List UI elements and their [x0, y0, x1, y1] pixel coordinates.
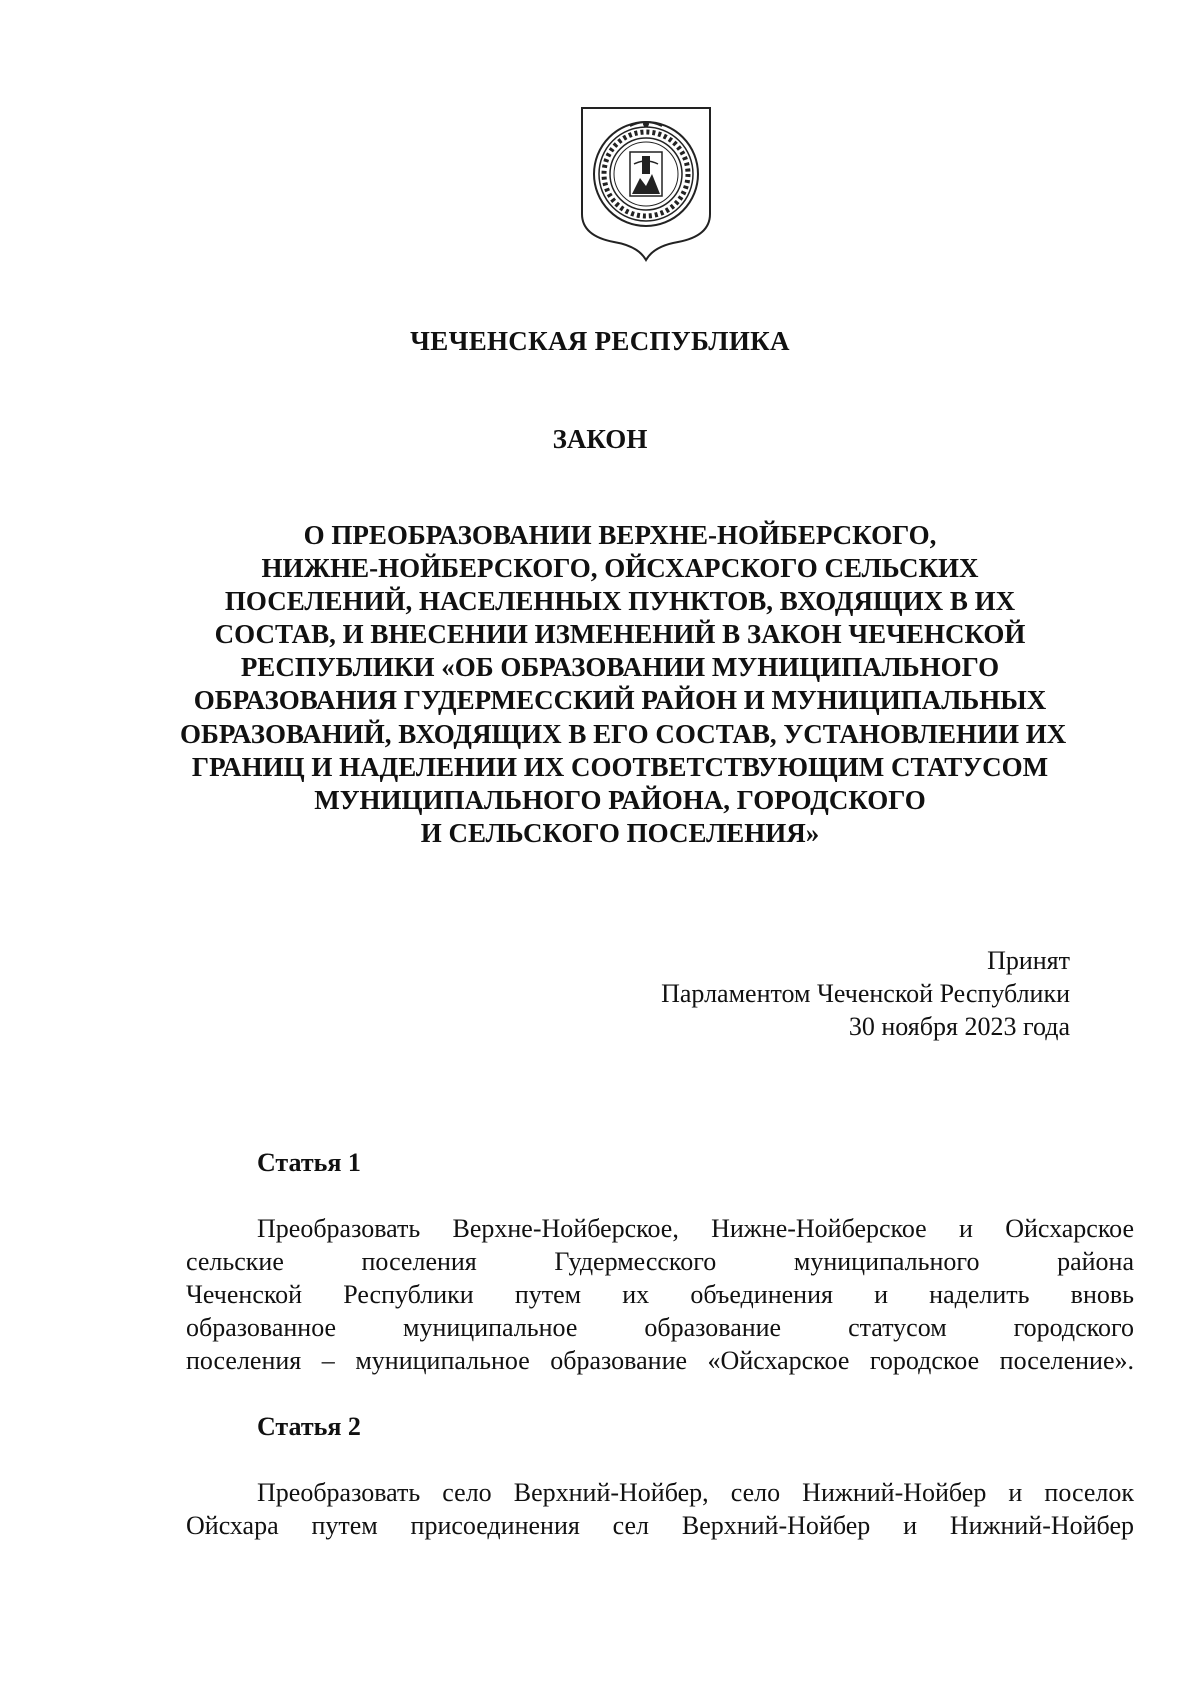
adoption-block — [661, 944, 1070, 1043]
republic-name: ЧЕЧЕНСКАЯ РЕСПУБЛИКА — [410, 326, 790, 356]
adoption-date: 30 ноября 2023 года — [848, 1012, 1070, 1041]
article-1-heading: Статья 1 — [257, 1148, 361, 1177]
law-title-line: ОБРАЗОВАНИЯ ГУДЕРМЕССКИЙ РАЙОН И МУНИЦИПАЛЬНЫХ — [193, 685, 1047, 716]
coat-of-arms-icon — [578, 104, 714, 264]
law-title-line: МУНИЦИПАЛЬНОГО РАЙОНА, ГОРОДСКОГО — [314, 784, 926, 815]
article-text-line: поселения – муниципальное образование «Ойсхарское городское поселение». — [186, 1346, 1134, 1375]
article-text-line: Преобразовать село Верхний-Нойбер, село Нижний-Нойбер и поселок — [257, 1478, 1134, 1507]
law-title — [180, 519, 1067, 850]
article-text-line: Преобразовать Верхне-Нойберское, Нижне-Нойберское и Ойсхарское — [257, 1214, 1134, 1243]
article-text-line: сельские поселения Гудермесского муниципального района — [186, 1247, 1134, 1276]
law-title-line: НИЖНЕ-НОЙБЕРСКОГО, ОЙСХАРСКОГО СЕЛЬСКИХ — [261, 553, 979, 584]
article-text-line: Чеченской Республики путем их объединения и наделить вновь — [186, 1280, 1134, 1309]
article-text-line: образованное муниципальное образование статусом городского — [186, 1313, 1134, 1342]
law-title-line: ГРАНИЦ И НАДЕЛЕНИИ ИХ СООТВЕТСТВУЮЩИМ СТАТУСОМ — [191, 751, 1049, 782]
law-title-line: ПОСЕЛЕНИЙ, НАСЕЛЕННЫХ ПУНКТОВ, ВХОДЯЩИХ В ИХ — [224, 586, 1016, 617]
law-title-line: РЕСПУБЛИКИ «ОБ ОБРАЗОВАНИИ МУНИЦИПАЛЬНОГО — [240, 652, 1000, 683]
article-text-line: Ойсхара путем присоединения сел Верхний-Нойбер и Нижний-Нойбер — [186, 1511, 1134, 1540]
article-1-text — [186, 1212, 1134, 1377]
document-type: ЗАКОН — [552, 424, 648, 454]
adoption-status: Принят — [987, 946, 1070, 975]
law-title-line: ОБРАЗОВАНИЙ, ВХОДЯЩИХ В ЕГО СОСТАВ, УСТАНОВЛЕНИИ ИХ — [180, 718, 1067, 749]
law-title-line: О ПРЕОБРАЗОВАНИИ ВЕРХНЕ-НОЙБЕРСКОГО, — [303, 520, 937, 550]
adoption-body: Парламентом Чеченской Республики — [661, 979, 1070, 1008]
article-2-heading: Статья 2 — [257, 1412, 361, 1441]
law-title-line: И СЕЛЬСКОГО ПОСЕЛЕНИЯ» — [420, 817, 820, 848]
article-2-text — [186, 1476, 1134, 1542]
law-title-line: СОСТАВ, И ВНЕСЕНИИ ИЗМЕНЕНИЙ В ЗАКОН ЧЕЧЕНСКОЙ — [214, 619, 1026, 650]
